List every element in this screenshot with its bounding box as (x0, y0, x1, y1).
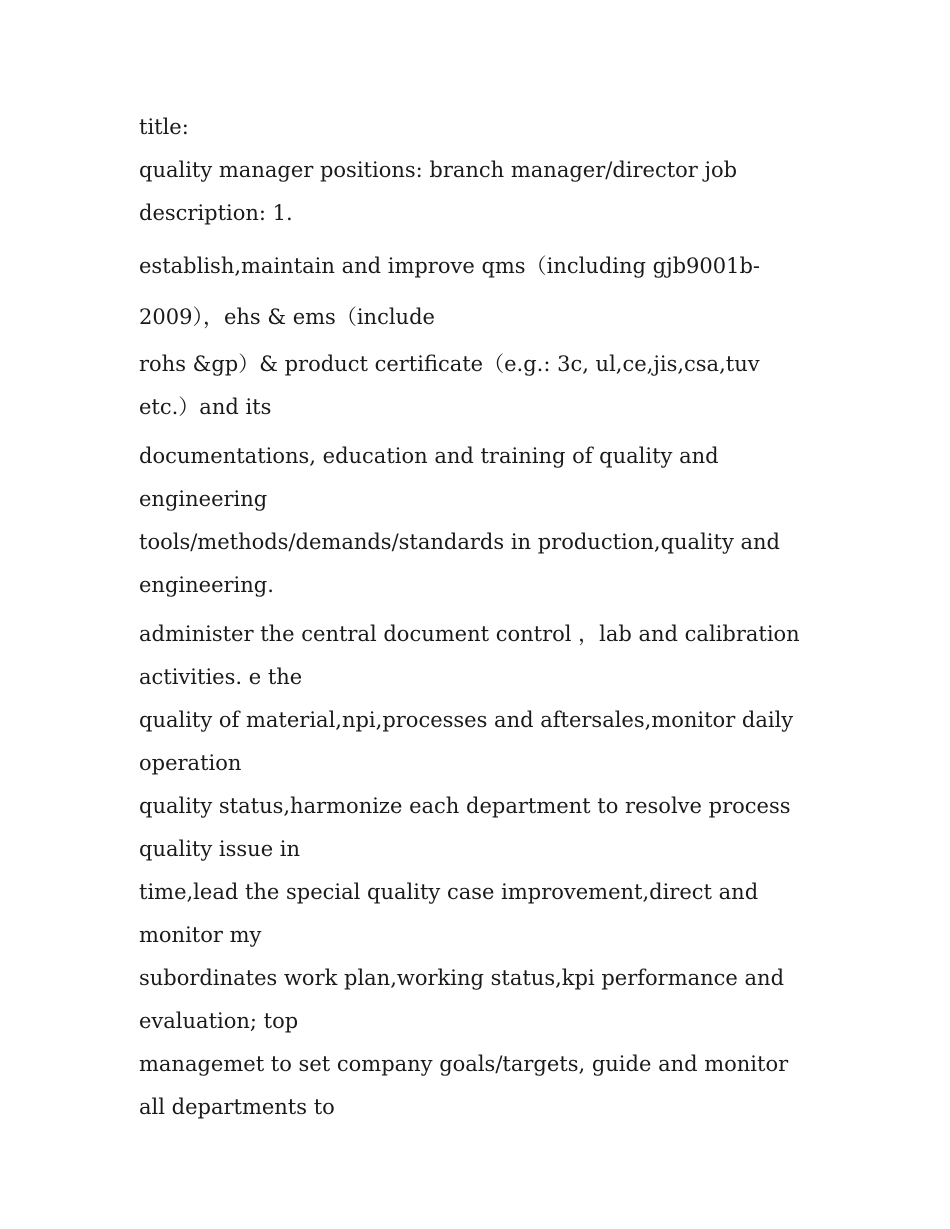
document-body (139, 106, 811, 1129)
material-quality-paragraph: quality of material,npi,processes and aftersales,monitor daily operation (139, 708, 794, 775)
certificate-paragraph: rohs &gp）& product certificate（e.g.: 3c, ul,ce,jis,csa,tuv etc.）and its (139, 352, 760, 419)
quality-status-paragraph: quality status,harmonize each department to resolve process quality issue in (139, 794, 791, 861)
job-description-paragraph: quality manager positions: branch manager/director job description: 1. (139, 158, 738, 225)
title-label: title: (139, 115, 189, 139)
documentation-paragraph: documentations, education and training of quality and engineering (139, 444, 719, 511)
qms-paragraph: establish,maintain and improve qms（including gjb9001b-2009），ehs & ems（include (139, 254, 761, 329)
document-control-paragraph: administer the central document control ，lab and calibration activities. e the (139, 622, 800, 689)
tools-paragraph: tools/methods/demands/standards in production,quality and engineering. (139, 530, 780, 597)
improvement-paragraph: time,lead the special quality case improvement,direct and monitor my (139, 880, 759, 947)
subordinates-paragraph: subordinates work plan,working status,kpi performance and evaluation; top (139, 966, 785, 1033)
management-paragraph: managemet to set company goals/targets, guide and monitor all departments to (139, 1052, 789, 1119)
